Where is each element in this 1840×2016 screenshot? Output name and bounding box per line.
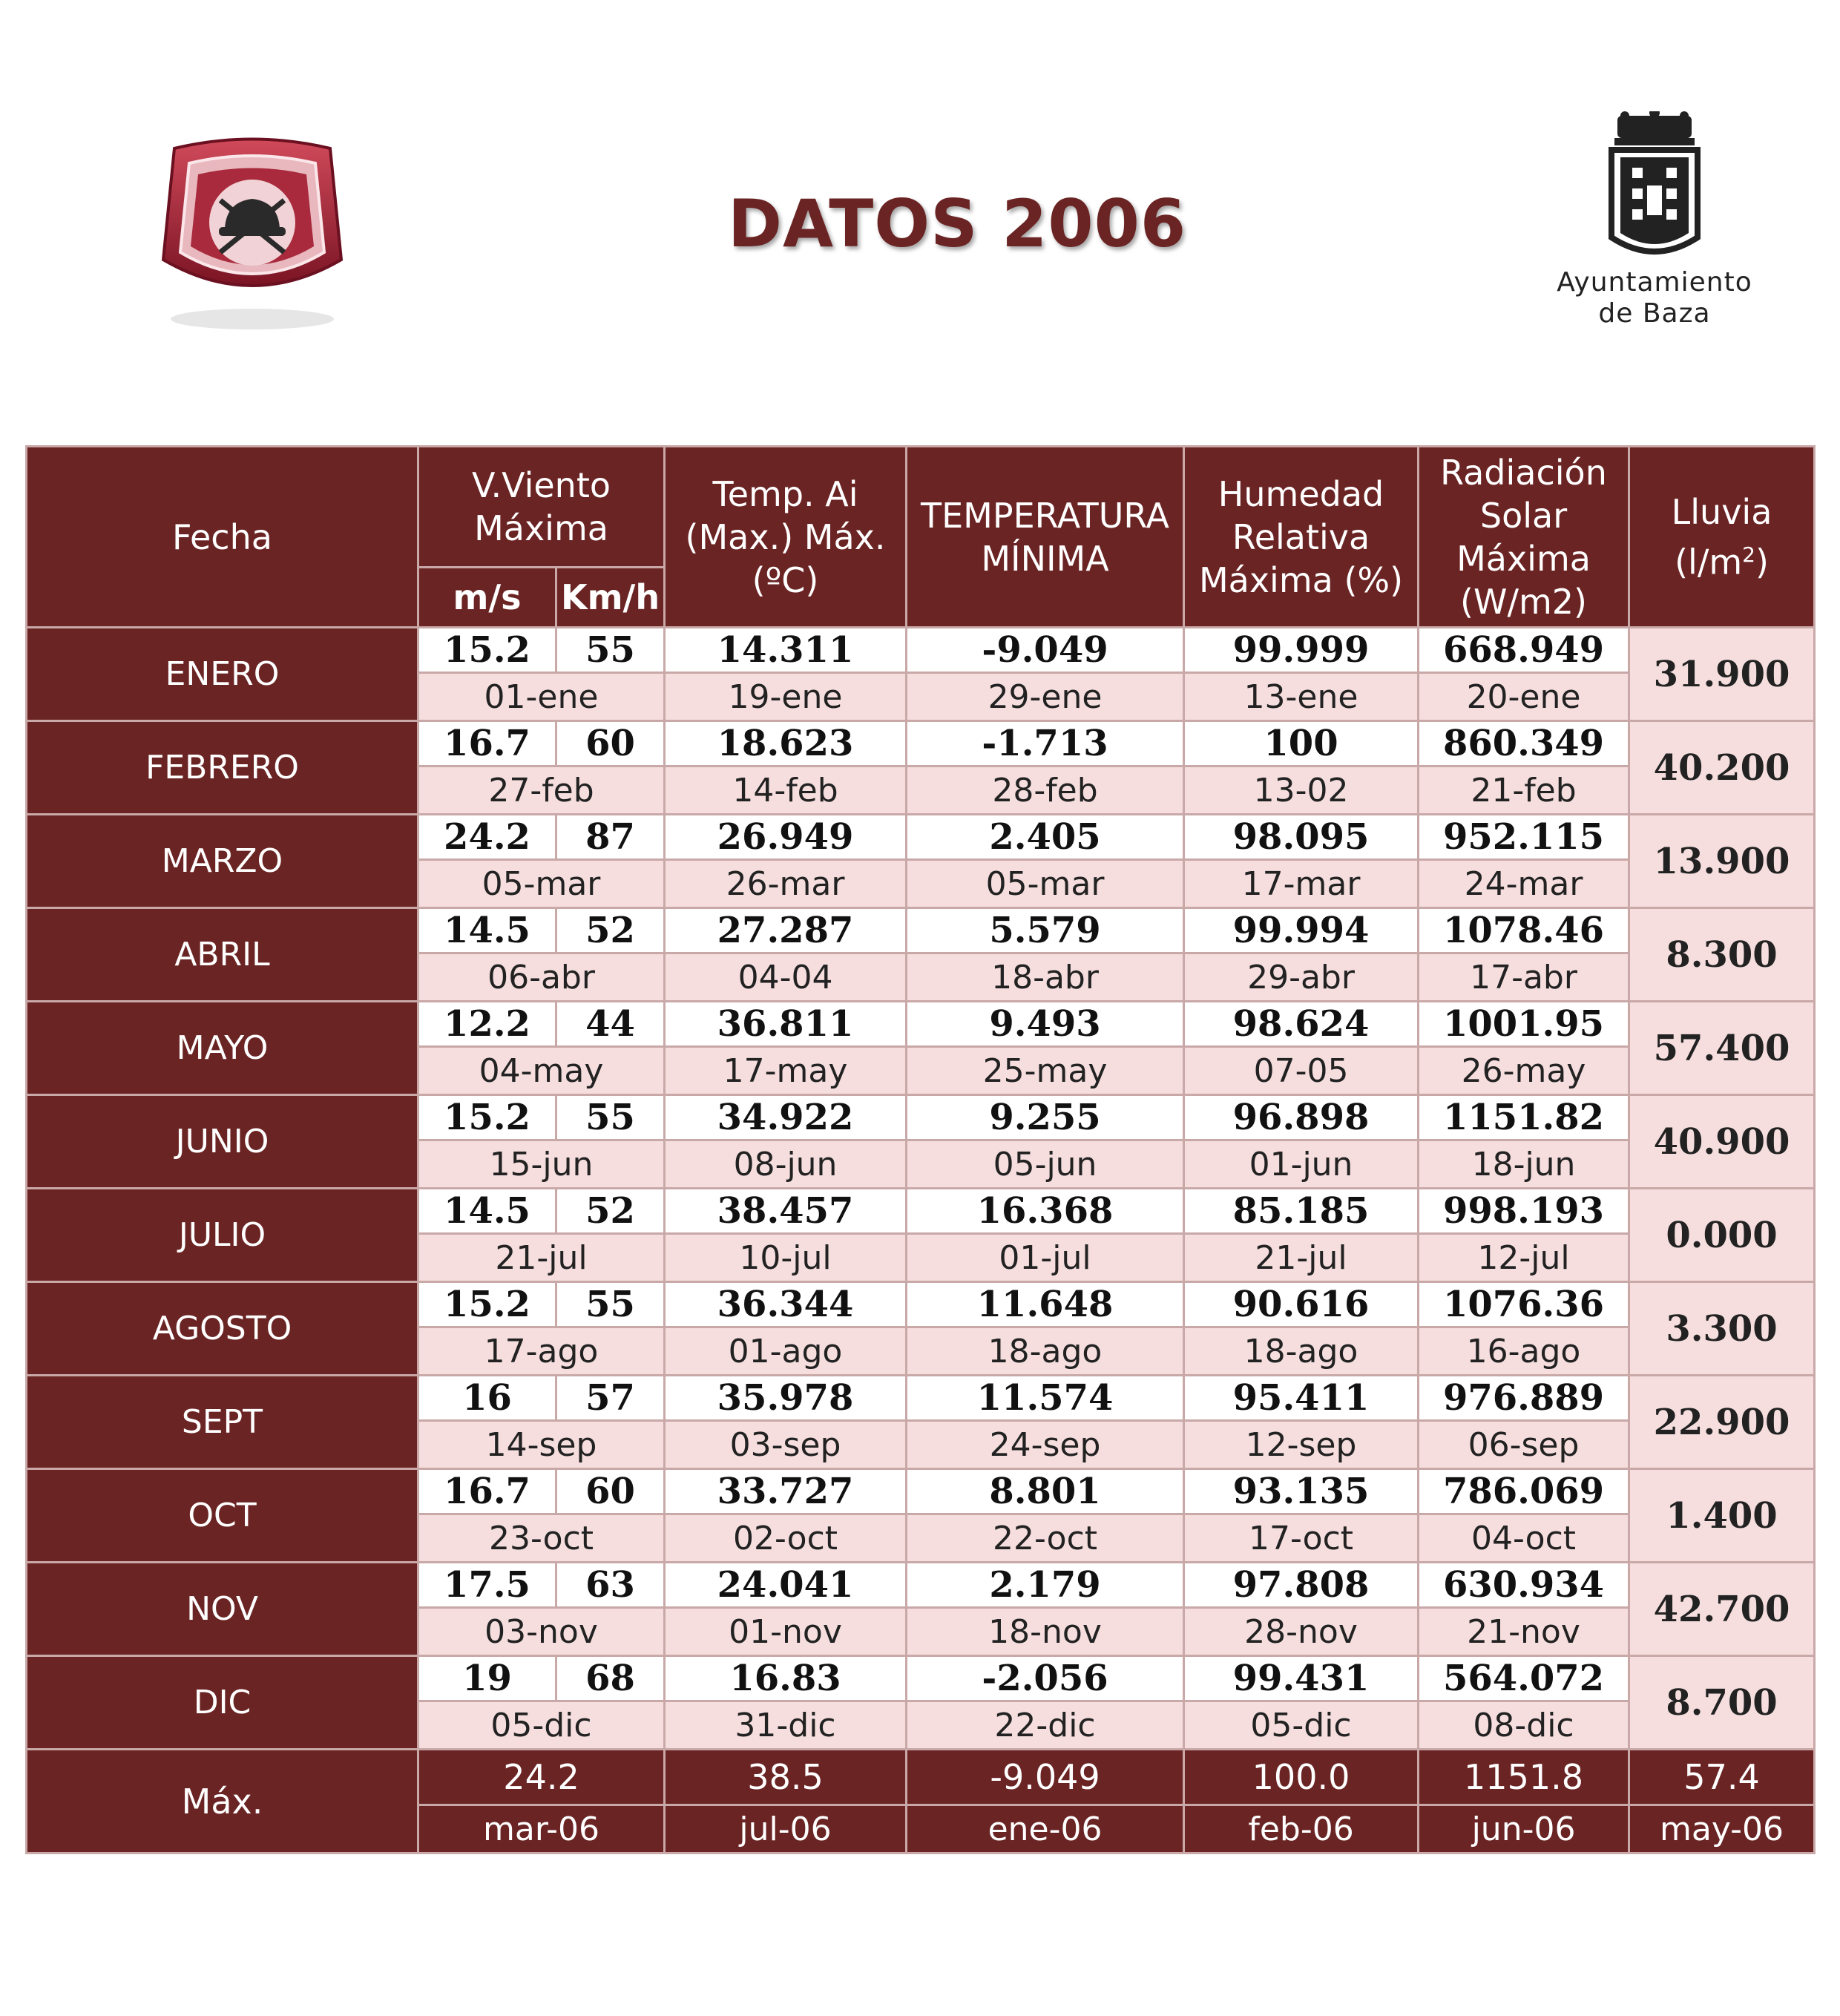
wind-ms: 14.5 [418,1189,556,1234]
rain-value: 3.300 [1629,1282,1815,1376]
humidity-value: 90.616 [1184,1282,1419,1327]
header-kmh: Km/h [556,568,665,628]
header-lluvia [1629,447,1815,628]
temp-min-date: 01-jul [907,1234,1184,1282]
temp-max-value: 14.311 [665,628,907,673]
temp-max-value: 36.344 [665,1282,907,1327]
humidity-value: 98.095 [1184,815,1419,860]
month-label: ABRIL [27,908,418,1002]
header-radiacion: Radiación Solar Máxima (W/m2) [1419,447,1629,628]
wind-date: 23-oct [418,1514,665,1563]
wind-kmh: 55 [556,1282,665,1327]
wind-date: 14-sep [418,1421,665,1469]
month-label: JUNIO [27,1095,418,1189]
humidity-value: 99.999 [1184,628,1419,673]
table-row [27,1002,1815,1047]
max-tmin-date: ene-06 [907,1805,1184,1854]
radiation-date: 06-sep [1419,1421,1629,1469]
header-humedad: Humedad Relativa Máxima (%) [1184,447,1419,628]
wind-date: 21-jul [418,1234,665,1282]
wind-kmh: 68 [556,1656,665,1701]
temp-max-date: 01-ago [665,1327,907,1376]
humidity-date: 01-jun [1184,1140,1419,1189]
temp-min-date: 22-dic [907,1701,1184,1750]
humidity-date: 17-oct [1184,1514,1419,1563]
lluvia-label: Lluvia [1671,491,1772,532]
wind-ms: 19 [418,1656,556,1701]
wind-kmh: 63 [556,1563,665,1608]
wind-date: 05-dic [418,1701,665,1750]
temp-max-date: 01-nov [665,1608,907,1656]
max-tmax-date: jul-06 [665,1805,907,1854]
rain-value: 13.900 [1629,815,1815,908]
radiation-value: 976.889 [1419,1376,1629,1421]
max-tmin: -9.049 [907,1750,1184,1805]
temp-max-value: 33.727 [665,1469,907,1514]
table-row [27,1095,1815,1140]
temp-max-date: 02-oct [665,1514,907,1563]
temp-min-value: 2.179 [907,1563,1184,1608]
radiation-value: 998.193 [1419,1189,1629,1234]
temp-min-date: 05-jun [907,1140,1184,1189]
humidity-value: 93.135 [1184,1469,1419,1514]
temp-min-value: 8.801 [907,1469,1184,1514]
wind-date: 06-abr [418,953,665,1002]
header-temp-min: TEMPERATURA MÍNIMA [907,447,1184,628]
radiation-date: 18-jun [1419,1140,1629,1189]
wind-date: 17-ago [418,1327,665,1376]
baza-text: de Baza [1598,298,1711,329]
max-wind: 24.2 [418,1750,665,1805]
radiation-value: 630.934 [1419,1563,1629,1608]
temp-max-value: 16.83 [665,1656,907,1701]
lluvia-unit-sup: 2 [1742,542,1755,567]
radiation-value: 1076.36 [1419,1282,1629,1327]
wind-ms: 12.2 [418,1002,556,1047]
month-label: DIC [27,1656,418,1750]
radiation-date: 20-ene [1419,673,1629,721]
radiation-value: 952.115 [1419,815,1629,860]
temp-min-value: 11.574 [907,1376,1184,1421]
rain-value: 8.300 [1629,908,1815,1002]
rain-value: 0.000 [1629,1189,1815,1282]
temp-min-value: 9.255 [907,1095,1184,1140]
max-rad-date: jun-06 [1419,1805,1629,1854]
temp-max-value: 24.041 [665,1563,907,1608]
temp-max-date: 31-dic [665,1701,907,1750]
radiation-date: 17-abr [1419,953,1629,1002]
temp-max-date: 10-jul [665,1234,907,1282]
month-label: NOV [27,1563,418,1656]
wind-ms: 16.7 [418,1469,556,1514]
wind-kmh: 52 [556,908,665,953]
max-hum-date: feb-06 [1184,1805,1419,1854]
rain-value: 22.900 [1629,1376,1815,1469]
radiation-value: 1078.46 [1419,908,1629,953]
max-hum: 100.0 [1184,1750,1419,1805]
temp-min-date: 05-mar [907,860,1184,908]
humidity-date: 28-nov [1184,1608,1419,1656]
month-label: AGOSTO [27,1282,418,1376]
radiation-date: 04-oct [1419,1514,1629,1563]
wind-ms: 15.2 [418,628,556,673]
lluvia-unit-suffix: ) [1755,542,1769,582]
max-rad: 1151.8 [1419,1750,1629,1805]
radiation-value: 668.949 [1419,628,1629,673]
wind-date: 04-may [418,1047,665,1095]
temp-min-value: 11.648 [907,1282,1184,1327]
wind-date: 27-feb [418,766,665,815]
rain-value: 40.900 [1629,1095,1815,1189]
wind-ms: 16 [418,1376,556,1421]
month-label: FEBRERO [27,721,418,815]
temp-min-value: 16.368 [907,1189,1184,1234]
humidity-value: 100 [1184,721,1419,766]
radiation-date: 16-ago [1419,1327,1629,1376]
table-body [27,628,1815,1750]
temp-min-date: 25-may [907,1047,1184,1095]
radiation-value: 564.072 [1419,1656,1629,1701]
radiation-value: 1001.95 [1419,1002,1629,1047]
humidity-date: 17-mar [1184,860,1419,908]
wind-ms: 24.2 [418,815,556,860]
wind-kmh: 60 [556,1469,665,1514]
radiation-date: 21-nov [1419,1608,1629,1656]
wind-kmh: 57 [556,1376,665,1421]
temp-max-date: 03-sep [665,1421,907,1469]
wind-kmh: 60 [556,721,665,766]
humidity-value: 98.624 [1184,1002,1419,1047]
max-wind-date: mar-06 [418,1805,665,1854]
table-row [27,908,1815,953]
max-tmax: 38.5 [665,1750,907,1805]
table-row [27,1563,1815,1608]
temp-min-date: 28-feb [907,766,1184,815]
temp-min-value: -2.056 [907,1656,1184,1701]
header-temp-max: Temp. Ai (Max.) Máx. (ºC) [665,447,907,628]
wind-ms: 16.7 [418,721,556,766]
wind-kmh: 44 [556,1002,665,1047]
ayuntamiento-logo [1543,111,1766,334]
table-row [27,1469,1815,1514]
table-row [27,1656,1815,1701]
table-row [27,721,1815,766]
month-label: MARZO [27,815,418,908]
max-label: Máx. [27,1750,418,1854]
temp-max-value: 18.623 [665,721,907,766]
wind-ms: 14.5 [418,908,556,953]
rain-value: 1.400 [1629,1469,1815,1563]
humidity-date: 12-sep [1184,1421,1419,1469]
wind-date: 01-ene [418,673,665,721]
radiation-date: 21-feb [1419,766,1629,815]
lluvia-unit [1630,533,1813,583]
wind-date: 15-jun [418,1140,665,1189]
wind-date: 05-mar [418,860,665,908]
radiation-date: 12-jul [1419,1234,1629,1282]
wind-kmh: 52 [556,1189,665,1234]
radiation-value: 1151.82 [1419,1095,1629,1140]
radiation-date: 24-mar [1419,860,1629,908]
month-label: OCT [27,1469,418,1563]
rain-value: 42.700 [1629,1563,1815,1656]
temp-max-date: 14-feb [665,766,907,815]
temp-max-value: 35.978 [665,1376,907,1421]
temp-max-date: 26-mar [665,860,907,908]
max-rain: 57.4 [1629,1750,1815,1805]
temp-max-value: 27.287 [665,908,907,953]
temp-min-date: 18-ago [907,1327,1184,1376]
max-rain-date: may-06 [1629,1805,1815,1854]
humidity-date: 07-05 [1184,1047,1419,1095]
temp-min-value: -9.049 [907,628,1184,673]
temp-max-value: 26.949 [665,815,907,860]
header-viento: V.Viento Máxima [418,447,665,568]
rain-value: 31.900 [1629,628,1815,721]
temp-min-date: 29-ene [907,673,1184,721]
wind-ms: 15.2 [418,1282,556,1327]
radiation-date: 08-dic [1419,1701,1629,1750]
wind-kmh: 55 [556,1095,665,1140]
temp-max-date: 17-may [665,1047,907,1095]
rain-value: 40.200 [1629,721,1815,815]
month-label: MAYO [27,1002,418,1095]
humidity-date: 13-02 [1184,766,1419,815]
humidity-date: 05-dic [1184,1701,1419,1750]
lluvia-unit-prefix: (l/m [1675,542,1743,582]
temp-min-date: 18-nov [907,1608,1184,1656]
humidity-date: 21-jul [1184,1234,1419,1282]
month-label: SEPT [27,1376,418,1469]
wind-ms: 15.2 [418,1095,556,1140]
rain-value: 57.400 [1629,1002,1815,1095]
temp-min-value: 5.579 [907,908,1184,953]
humidity-value: 97.808 [1184,1563,1419,1608]
rain-value: 8.700 [1629,1656,1815,1750]
humidity-value: 96.898 [1184,1095,1419,1140]
wind-ms: 17.5 [418,1563,556,1608]
table-row [27,1376,1815,1421]
month-label: ENERO [27,628,418,721]
humidity-value: 95.411 [1184,1376,1419,1421]
temp-min-value: 9.493 [907,1002,1184,1047]
temp-max-date: 08-jun [665,1140,907,1189]
temp-min-date: 22-oct [907,1514,1184,1563]
month-label: JULIO [27,1189,418,1282]
temp-max-date: 19-ene [665,673,907,721]
header-fecha: Fecha [27,447,418,628]
temp-min-value: -1.713 [907,721,1184,766]
temp-min-date: 24-sep [907,1421,1184,1469]
temp-max-value: 36.811 [665,1002,907,1047]
table-row [27,628,1815,673]
table-row [27,1189,1815,1234]
temp-min-date: 18-abr [907,953,1184,1002]
temp-max-value: 34.922 [665,1095,907,1140]
table-row [27,1282,1815,1327]
humidity-date: 13-ene [1184,673,1419,721]
weather-data-table [25,445,1816,1854]
temp-max-value: 38.457 [665,1189,907,1234]
radiation-date: 26-may [1419,1047,1629,1095]
wind-kmh: 55 [556,628,665,673]
humidity-date: 29-abr [1184,953,1419,1002]
humidity-value: 99.994 [1184,908,1419,953]
radiation-value: 860.349 [1419,721,1629,766]
wind-date: 03-nov [418,1608,665,1656]
wind-kmh: 87 [556,815,665,860]
header-ms: m/s [418,568,556,628]
temp-max-date: 04-04 [665,953,907,1002]
humidity-value: 85.185 [1184,1189,1419,1234]
ayuntamiento-text: Ayuntamiento [1557,267,1752,298]
table-row [27,815,1815,860]
page-title: DATOS 2006 [727,185,1187,262]
humidity-value: 99.431 [1184,1656,1419,1701]
humidity-date: 18-ago [1184,1327,1419,1376]
coat-of-arms-icon [1543,111,1766,267]
temp-min-value: 2.405 [907,815,1184,860]
radiation-value: 786.069 [1419,1469,1629,1514]
